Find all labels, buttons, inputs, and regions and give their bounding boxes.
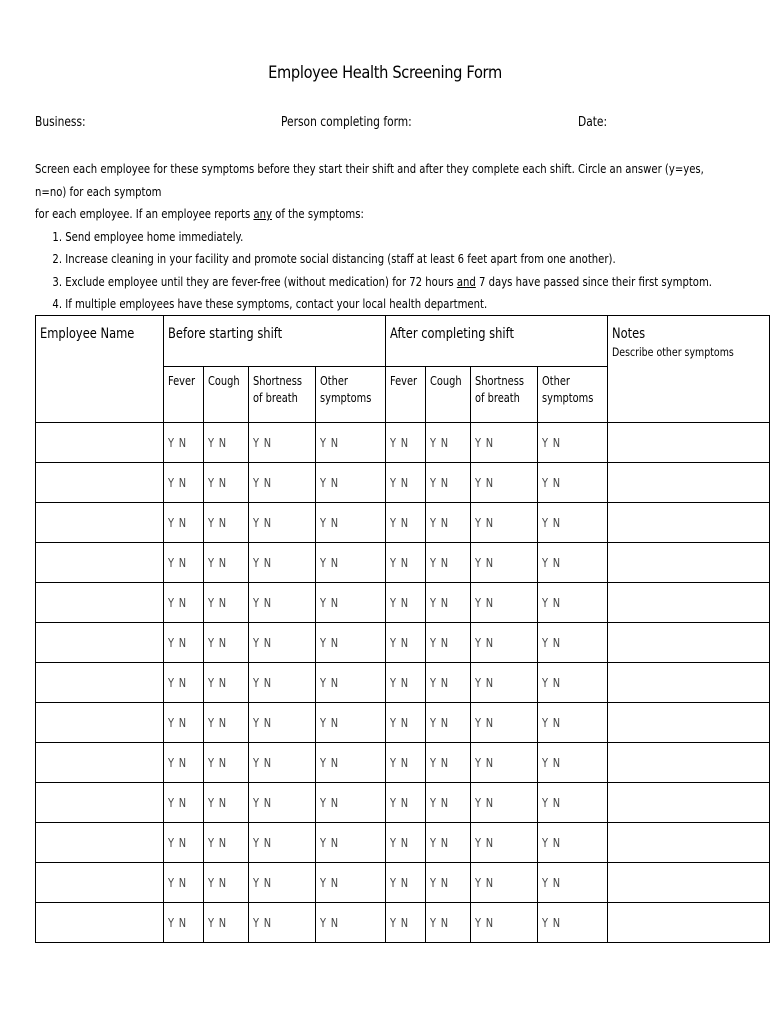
before-other-answer-cell[interactable]: Y N (316, 863, 386, 903)
after-fever-answer-cell[interactable]: Y N (385, 423, 425, 463)
employee-name-cell[interactable] (36, 543, 164, 583)
after-cough-answer-cell[interactable]: Y N (425, 623, 471, 663)
before-cough-answer-cell[interactable]: Y N (203, 703, 249, 743)
before-other-answer-cell[interactable]: Y N (316, 783, 386, 823)
before-fever-answer-cell[interactable]: Y N (163, 703, 203, 743)
before-other-answer-cell[interactable]: Y N (316, 663, 386, 703)
notes-cell[interactable] (607, 503, 769, 543)
after-fever-answer-cell[interactable]: Y N (385, 703, 425, 743)
before-other-answer-cell[interactable]: Y N (316, 423, 386, 463)
notes-cell[interactable] (607, 623, 769, 663)
instructions (35, 158, 732, 316)
before-sob-answer-cell[interactable]: Y N (249, 903, 316, 943)
before-cough-answer-cell[interactable]: Y N (203, 583, 249, 623)
before-other-answer-cell[interactable]: Y N (316, 583, 386, 623)
before-other-answer-cell[interactable]: Y N (316, 503, 386, 543)
after-other-answer-cell[interactable]: Y N (538, 623, 608, 663)
employee-row (36, 623, 770, 663)
employee-row (36, 743, 770, 783)
before-sob-answer-cell[interactable]: Y N (249, 783, 316, 823)
after-other-answer-cell[interactable]: Y N (538, 423, 608, 463)
before-sob-answer-cell[interactable]: Y N (249, 663, 316, 703)
before-other-answer-cell[interactable]: Y N (316, 543, 386, 583)
before-sob-answer-cell[interactable]: Y N (249, 583, 316, 623)
notes-cell[interactable] (607, 463, 769, 503)
step-2: 2. Increase cleaning in your facility and promote social distancing (staff at least 6 feet apart from one another). (65, 248, 732, 271)
steps-list (35, 226, 732, 316)
notes-header: Notes Describe other symptoms (607, 316, 769, 423)
before-fever-answer-cell[interactable]: Y N (163, 783, 203, 823)
before-fever-header: Fever (163, 367, 203, 423)
after-other-answer-cell[interactable]: Y N (538, 463, 608, 503)
after-sob-answer-cell[interactable]: Y N (471, 903, 538, 943)
before-cough-answer-cell[interactable]: Y N (203, 823, 249, 863)
after-cough-header: Cough (425, 367, 471, 423)
after-sob-answer-cell[interactable]: Y N (471, 543, 538, 583)
before-other-answer-cell[interactable]: Y N (316, 623, 386, 663)
after-fever-answer-cell[interactable]: Y N (385, 783, 425, 823)
after-fever-answer-cell[interactable]: Y N (385, 663, 425, 703)
before-sob-answer-cell[interactable]: Y N (249, 463, 316, 503)
employee-name-cell[interactable] (36, 743, 164, 783)
employee-name-cell[interactable] (36, 783, 164, 823)
before-other-answer-cell[interactable]: Y N (316, 743, 386, 783)
after-fever-answer-cell[interactable]: Y N (385, 903, 425, 943)
after-sob-answer-cell[interactable]: Y N (471, 663, 538, 703)
after-other-answer-cell[interactable]: Y N (538, 503, 608, 543)
after-cough-answer-cell[interactable]: Y N (425, 823, 471, 863)
before-cough-answer-cell[interactable]: Y N (203, 503, 249, 543)
after-sob-answer-cell[interactable]: Y N (471, 863, 538, 903)
after-cough-answer-cell[interactable]: Y N (425, 863, 471, 903)
notes-cell[interactable] (607, 663, 769, 703)
employee-row (36, 903, 770, 943)
before-sob-answer-cell[interactable]: Y N (249, 823, 316, 863)
employee-name-cell[interactable] (36, 623, 164, 663)
before-cough-answer-cell[interactable]: Y N (203, 543, 249, 583)
notes-cell[interactable] (607, 903, 769, 943)
employee-row (36, 423, 770, 463)
before-fever-answer-cell[interactable]: Y N (163, 623, 203, 663)
employee-name-cell[interactable] (36, 663, 164, 703)
before-cough-answer-cell[interactable]: Y N (203, 663, 249, 703)
after-other-answer-cell[interactable]: Y N (538, 863, 608, 903)
before-cough-answer-cell[interactable]: Y N (203, 863, 249, 903)
person-completing-label: Person completing form: (281, 115, 412, 130)
date-label: Date: (578, 115, 608, 130)
before-cough-answer-cell[interactable]: Y N (203, 743, 249, 783)
after-cough-answer-cell[interactable]: Y N (425, 543, 471, 583)
notes-subheader: Describe other symptoms (611, 345, 734, 359)
after-sob-answer-cell[interactable]: Y N (471, 423, 538, 463)
form-title: Employee Health Screening Form (268, 63, 502, 83)
employee-name-cell[interactable] (36, 503, 164, 543)
before-sob-answer-cell[interactable]: Y N (249, 623, 316, 663)
intro-line-1: Screen each employee for these symptoms before they start their shift and after they complete each shift. Circle an answer (y=yes, n=no) for each symptom (35, 162, 704, 199)
after-other-answer-cell[interactable]: Y N (538, 743, 608, 783)
after-cough-answer-cell[interactable]: Y N (425, 663, 471, 703)
after-other-answer-cell[interactable]: Y N (538, 663, 608, 703)
after-other-answer-cell[interactable]: Y N (538, 903, 608, 943)
intro-line-2: for each employee. If an employee reports any of the symptoms: (35, 207, 364, 221)
after-other-answer-cell[interactable]: Y N (538, 823, 608, 863)
after-sob-answer-cell[interactable]: Y N (471, 583, 538, 623)
after-fever-answer-cell[interactable]: Y N (385, 743, 425, 783)
employee-row (36, 543, 770, 583)
employee-row (36, 703, 770, 743)
step-3: 3. Exclude employee until they are fever-free (without medication) for 72 hours and 7 days have passed since their first symptom. (65, 271, 732, 294)
before-fever-answer-cell[interactable]: Y N (163, 503, 203, 543)
after-sob-answer-cell[interactable]: Y N (471, 623, 538, 663)
before-cough-header: Cough (203, 367, 249, 423)
employee-row (36, 823, 770, 863)
before-shift-header: Before starting shift (163, 316, 385, 367)
before-cough-answer-cell[interactable]: Y N (203, 623, 249, 663)
after-other-answer-cell[interactable]: Y N (538, 783, 608, 823)
before-fever-answer-cell[interactable]: Y N (163, 423, 203, 463)
after-fever-answer-cell[interactable]: Y N (385, 863, 425, 903)
after-sob-answer-cell[interactable]: Y N (471, 463, 538, 503)
after-sob-answer-cell[interactable]: Y N (471, 743, 538, 783)
after-cough-answer-cell[interactable]: Y N (425, 423, 471, 463)
after-other-answer-cell[interactable]: Y N (538, 583, 608, 623)
before-fever-answer-cell[interactable]: Y N (163, 743, 203, 783)
after-cough-answer-cell[interactable]: Y N (425, 463, 471, 503)
after-other-header: Other symptoms (538, 367, 608, 423)
notes-cell[interactable] (607, 823, 769, 863)
before-cough-answer-cell[interactable]: Y N (203, 423, 249, 463)
employee-row (36, 783, 770, 823)
employee-name-cell[interactable] (36, 463, 164, 503)
before-fever-answer-cell[interactable]: Y N (163, 543, 203, 583)
employee-name-cell[interactable] (36, 903, 164, 943)
before-fever-answer-cell[interactable]: Y N (163, 903, 203, 943)
notes-cell[interactable] (607, 543, 769, 583)
after-sob-answer-cell[interactable]: Y N (471, 823, 538, 863)
after-fever-answer-cell[interactable]: Y N (385, 463, 425, 503)
after-fever-header: Fever (385, 367, 425, 423)
notes-cell[interactable] (607, 743, 769, 783)
after-fever-answer-cell[interactable]: Y N (385, 823, 425, 863)
notes-cell[interactable] (607, 583, 769, 623)
before-other-answer-cell[interactable]: Y N (316, 903, 386, 943)
screening-table (35, 315, 770, 943)
before-other-answer-cell[interactable]: Y N (316, 703, 386, 743)
employee-row (36, 863, 770, 903)
before-cough-answer-cell[interactable]: Y N (203, 903, 249, 943)
after-cough-answer-cell[interactable]: Y N (425, 743, 471, 783)
before-fever-answer-cell[interactable]: Y N (163, 663, 203, 703)
notes-cell[interactable] (607, 863, 769, 903)
after-fever-answer-cell[interactable]: Y N (385, 623, 425, 663)
after-other-answer-cell[interactable]: Y N (538, 543, 608, 583)
before-fever-answer-cell[interactable]: Y N (163, 823, 203, 863)
step-4: 4. If multiple employees have these symptoms, contact your local health department. (65, 293, 732, 316)
employee-name-cell[interactable] (36, 863, 164, 903)
notes-cell[interactable] (607, 703, 769, 743)
after-sob-answer-cell[interactable]: Y N (471, 503, 538, 543)
employee-row (36, 463, 770, 503)
before-other-answer-cell[interactable]: Y N (316, 823, 386, 863)
before-sob-answer-cell[interactable]: Y N (249, 543, 316, 583)
after-sob-header: Shortness of breath (471, 367, 538, 423)
before-other-answer-cell[interactable]: Y N (316, 463, 386, 503)
after-sob-answer-cell[interactable]: Y N (471, 703, 538, 743)
before-other-header: Other symptoms (316, 367, 386, 423)
before-fever-answer-cell[interactable]: Y N (163, 863, 203, 903)
after-fever-answer-cell[interactable]: Y N (385, 583, 425, 623)
after-cough-answer-cell[interactable]: Y N (425, 783, 471, 823)
after-cough-answer-cell[interactable]: Y N (425, 903, 471, 943)
employee-name-cell[interactable] (36, 703, 164, 743)
employee-name-cell[interactable] (36, 423, 164, 463)
before-sob-answer-cell[interactable]: Y N (249, 423, 316, 463)
after-cough-answer-cell[interactable]: Y N (425, 583, 471, 623)
after-other-answer-cell[interactable]: Y N (538, 703, 608, 743)
notes-cell[interactable] (607, 783, 769, 823)
after-cough-answer-cell[interactable]: Y N (425, 503, 471, 543)
notes-cell[interactable] (607, 423, 769, 463)
after-fever-answer-cell[interactable]: Y N (385, 503, 425, 543)
after-sob-answer-cell[interactable]: Y N (471, 783, 538, 823)
business-label: Business: (35, 115, 86, 130)
employee-row (36, 663, 770, 703)
after-cough-answer-cell[interactable]: Y N (425, 703, 471, 743)
employee-name-cell[interactable] (36, 823, 164, 863)
before-sob-answer-cell[interactable]: Y N (249, 863, 316, 903)
before-sob-answer-cell[interactable]: Y N (249, 703, 316, 743)
after-fever-answer-cell[interactable]: Y N (385, 543, 425, 583)
employee-name-header: Employee Name (36, 316, 164, 423)
before-fever-answer-cell[interactable]: Y N (163, 463, 203, 503)
employee-row (36, 503, 770, 543)
after-shift-header: After completing shift (385, 316, 607, 367)
employee-row (36, 583, 770, 623)
before-cough-answer-cell[interactable]: Y N (203, 783, 249, 823)
before-sob-answer-cell[interactable]: Y N (249, 743, 316, 783)
before-sob-header: Shortness of breath (249, 367, 316, 423)
before-fever-answer-cell[interactable]: Y N (163, 583, 203, 623)
before-sob-answer-cell[interactable]: Y N (249, 503, 316, 543)
before-cough-answer-cell[interactable]: Y N (203, 463, 249, 503)
employee-name-cell[interactable] (36, 583, 164, 623)
step-1: 1. Send employee home immediately. (65, 226, 732, 249)
